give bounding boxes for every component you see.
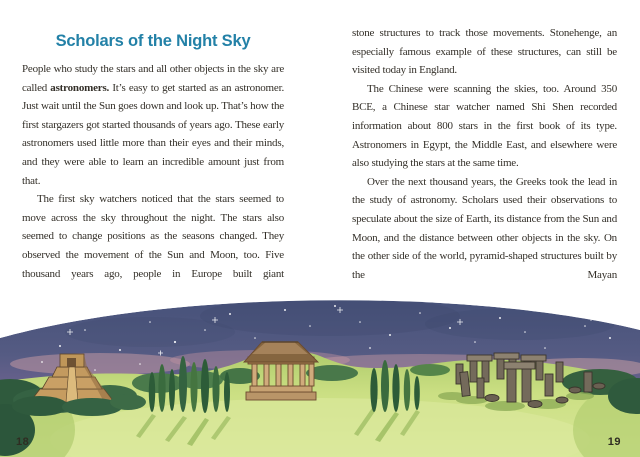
page-title: Scholars of the Night Sky [55,32,251,50]
paragraph: The first sky watchers noticed that the stars seemed to move across the sky throughout the night. The stars also seemed to change positions as the seasons changed. They observed the movement of the Sun and Moon, too. Five thousand years ago, people in Europe built giant [22,193,284,280]
paragraph: The Chinese were scanning the skies, too. Around 350 BCE, a Chinese star watcher named Shi Shen recorded information about 800 stars in the first book of its type. Astronomers in Egypt, the Middle East, and elsewhere were also studying the stars at the same time. [352,82,617,170]
right-page [352,0,617,284]
page-number-right: 19 [607,436,621,448]
right-page-body [352,0,617,284]
paragraph: Over the next thousand years, the Greeks took the lead in the study of astronomy. Scholars used their observations to speculate about the size of Earth, its distance from the Sun and Moon, and the distance between other objects in the sky. On the other side of the world, pyramid-shaped structures built by the Mayan [352,175,617,281]
paragraph: stone structures to track those movements. Stonehenge, an especially famous example of these structures, can still be visited today in England. [352,27,617,77]
left-page [22,0,284,283]
night-landscape-illustration [0,280,640,457]
astronomers-term: astronomers. [50,81,110,94]
page-number-left: 18 [16,436,30,448]
left-page-body [22,60,284,283]
paragraph-text: It’s easy to get started as an astronomer. Just wait until the Sun goes down and look up. That’s how the first stargazers got started thousands of years ago. These early astronomers used little more than their eyes and their minds, and they were able to learn an incredible amount just from that. [22,81,285,187]
paragraph [22,60,284,190]
paragraph-text: People who study the stars and all other objects in the sky are called [22,63,284,94]
